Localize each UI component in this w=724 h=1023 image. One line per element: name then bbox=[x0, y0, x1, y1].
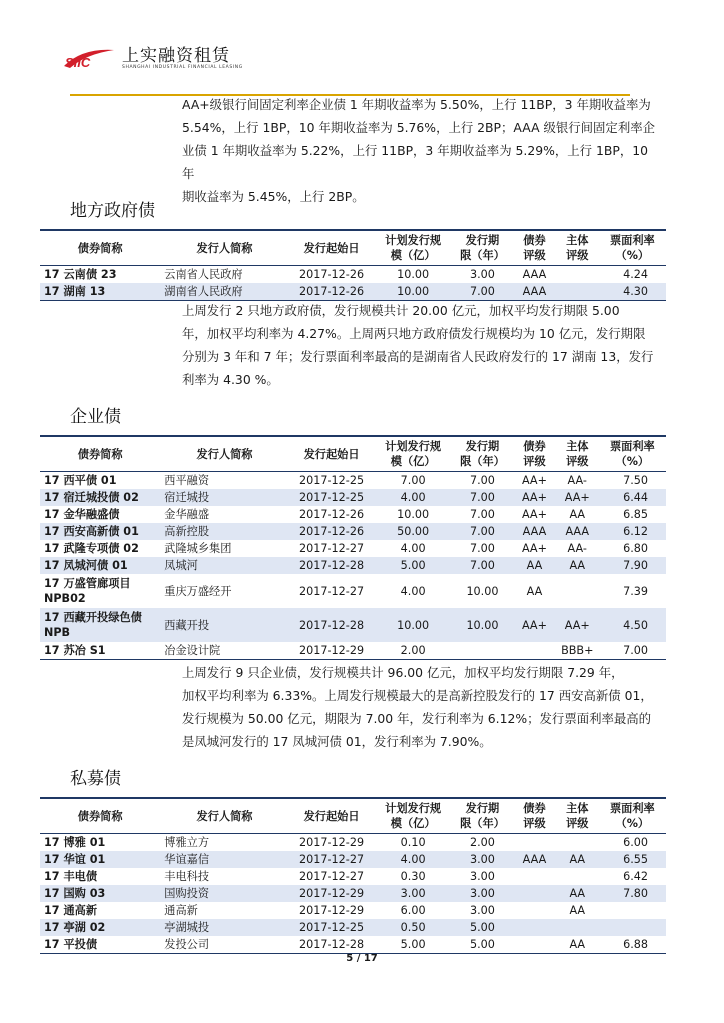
table-cell: 6.88 bbox=[623, 938, 648, 951]
table-row bbox=[40, 642, 666, 660]
column-header-text: 票面利率 bbox=[609, 234, 655, 247]
table-cell: 7.00 bbox=[452, 523, 513, 540]
table-cell bbox=[599, 902, 666, 919]
column-header bbox=[452, 798, 513, 834]
table-cell: AA- bbox=[567, 542, 587, 555]
table-cell: 2017-12-29 bbox=[289, 885, 375, 902]
table-row bbox=[40, 868, 666, 885]
column-header-text: 发行起始日 bbox=[303, 241, 360, 255]
table-cell: AA bbox=[569, 508, 586, 521]
column-header bbox=[452, 230, 513, 266]
table-cell: 2017-12-29 bbox=[299, 836, 365, 849]
column-header-text: 主体 bbox=[566, 802, 589, 815]
table-cell: 6.80 bbox=[623, 542, 648, 555]
table-cell: 0.10 bbox=[400, 836, 426, 849]
table-cell bbox=[513, 642, 556, 660]
table-row bbox=[40, 472, 666, 490]
table-cell: 10.00 bbox=[466, 584, 499, 598]
table-cell: 17 万盛管廊项目 NPB02 bbox=[44, 577, 131, 605]
table-cell: 7.80 bbox=[599, 885, 666, 902]
table-cell: 2017-12-28 bbox=[289, 557, 375, 574]
column-header-text: 评级 bbox=[523, 455, 546, 468]
table-cell: AA+ bbox=[556, 489, 599, 506]
table-cell: 2017-12-27 bbox=[299, 584, 365, 598]
table-row bbox=[40, 523, 666, 540]
private-bond-table bbox=[40, 797, 666, 954]
table-cell: 5.00 bbox=[452, 919, 513, 936]
table-cell: 2017-12-25 bbox=[289, 489, 375, 506]
table-cell: 10.00 bbox=[374, 608, 451, 642]
table-cell: 2017-12-26 bbox=[299, 268, 365, 281]
column-header bbox=[160, 798, 288, 834]
table-cell: 6.55 bbox=[599, 851, 666, 868]
column-header-text: 计划发行规 bbox=[385, 234, 442, 247]
column-header-text: 发行期 bbox=[465, 234, 500, 247]
table-cell: 4.00 bbox=[374, 489, 451, 506]
table-cell: 西平融资 bbox=[164, 474, 210, 487]
column-header-text: （%） bbox=[615, 817, 650, 830]
table-cell: 10.00 bbox=[397, 508, 430, 521]
table-cell: 7.00 bbox=[452, 283, 513, 301]
column-header-text: 评级 bbox=[566, 817, 589, 830]
column-header bbox=[289, 436, 375, 472]
table-cell: 7.00 bbox=[470, 508, 495, 521]
table-cell: 7.00 bbox=[452, 489, 513, 506]
column-header-text: 模（亿） bbox=[390, 455, 436, 468]
siic-logo-mark bbox=[62, 46, 116, 72]
table-cell: AA- bbox=[567, 474, 587, 487]
column-header bbox=[513, 436, 556, 472]
table-cell bbox=[513, 919, 556, 936]
table-cell: 4.50 bbox=[599, 608, 666, 642]
company-name-en: SHANGHAI INDUSTRIAL FINANCIAL LEASING bbox=[122, 65, 243, 70]
table-cell: 17 西安高新债 01 bbox=[40, 523, 160, 540]
column-header-text: 债券简称 bbox=[77, 809, 123, 823]
column-header-text: 计划发行规 bbox=[385, 440, 442, 453]
column-header-text: 发行起始日 bbox=[303, 447, 360, 461]
table-cell: 2.00 bbox=[400, 644, 426, 657]
table-cell: 3.00 bbox=[470, 268, 495, 281]
table-cell: 2017-12-29 bbox=[299, 644, 365, 657]
table-cell: 7.50 bbox=[623, 474, 648, 487]
column-header-text: 评级 bbox=[523, 817, 546, 830]
table-cell: 4.00 bbox=[374, 851, 451, 868]
table-cell: AA bbox=[526, 584, 543, 598]
table-cell: 4.30 bbox=[599, 283, 666, 301]
column-header bbox=[160, 436, 288, 472]
table-cell: 17 金华融盛债 bbox=[44, 508, 120, 521]
column-header-text: 发行人简称 bbox=[196, 447, 253, 461]
table-cell: 17 苏冶 S1 bbox=[44, 644, 106, 657]
table-cell bbox=[513, 868, 556, 885]
table-cell: AA+ bbox=[521, 508, 547, 521]
company-name-cn: 上实融资租赁 bbox=[122, 46, 230, 66]
table-cell: 17 博雅 01 bbox=[44, 836, 106, 849]
table-cell: AA+ bbox=[513, 489, 556, 506]
table-cell: AA+ bbox=[513, 608, 556, 642]
column-header-text: 主体 bbox=[566, 440, 589, 453]
table-cell: 7.00 bbox=[400, 474, 426, 487]
table-row bbox=[40, 885, 666, 902]
table-cell: AA bbox=[569, 938, 586, 951]
table-cell: AA bbox=[569, 904, 586, 917]
table-cell: AAA bbox=[556, 523, 599, 540]
table-cell bbox=[513, 885, 556, 902]
column-header bbox=[513, 798, 556, 834]
table-cell bbox=[599, 919, 666, 936]
table-cell bbox=[556, 574, 599, 608]
table-cell: 重庆万盛经开 bbox=[164, 584, 232, 598]
page-number: 5 / 17 bbox=[346, 953, 378, 964]
table-cell: AAA bbox=[522, 268, 547, 281]
table-cell: 6.42 bbox=[623, 870, 648, 883]
column-header bbox=[374, 230, 451, 266]
table-cell: 17 云南债 23 bbox=[44, 268, 117, 281]
table-cell: 10.00 bbox=[452, 608, 513, 642]
table-row bbox=[40, 851, 666, 868]
column-header bbox=[40, 798, 160, 834]
table-cell: AA bbox=[556, 885, 599, 902]
table-cell: 6.00 bbox=[400, 904, 426, 917]
column-header-text: （%） bbox=[615, 249, 650, 262]
column-header bbox=[40, 230, 160, 266]
column-header bbox=[452, 436, 513, 472]
table-cell: AA bbox=[556, 851, 599, 868]
table-header-row bbox=[40, 230, 666, 266]
table-cell: 4.24 bbox=[623, 268, 648, 281]
table-row bbox=[40, 574, 666, 608]
table-header-row bbox=[40, 798, 666, 834]
column-header bbox=[556, 436, 599, 472]
table-cell: 17 湖南 13 bbox=[40, 283, 160, 301]
table-cell: 10.00 bbox=[374, 283, 451, 301]
column-header bbox=[599, 230, 666, 266]
column-header-text: 发行期 bbox=[465, 802, 500, 815]
column-header-text: 债券 bbox=[523, 802, 546, 815]
table-cell: 4.00 bbox=[400, 542, 426, 555]
table-cell: BBB+ bbox=[561, 644, 594, 657]
column-header-text: 债券简称 bbox=[77, 447, 123, 461]
corporate-summary: 上周发行 9 只企业债，发行规模共计 96.00 亿元，加权平均发行期限 7.29 年， 加权平均利率为 6.33%。上周发行规模最大的是高新控股发行的 17 西安高新债 01， 发行规模为 50.00 亿元，期限为 7.00 年，发行利率为 6.12%；发行票面利率最高的 是凤城河发行的 17 凤城河债 01，发行利率为 7.90%。 bbox=[182, 665, 653, 749]
table-cell: 2017-12-28 bbox=[289, 608, 375, 642]
table-cell: 17 华谊 01 bbox=[40, 851, 160, 868]
table-cell: 17 西藏开投绿色债 NPB bbox=[40, 608, 160, 642]
table-cell: 6.85 bbox=[623, 508, 648, 521]
column-header-text: 限（年） bbox=[460, 455, 505, 468]
section-title-private: 私募债 bbox=[70, 769, 121, 789]
column-header-text: （%） bbox=[615, 455, 650, 468]
table-cell: 7.00 bbox=[470, 474, 495, 487]
column-header-text: 评级 bbox=[523, 249, 546, 262]
table-cell: 17 凤城河债 01 bbox=[40, 557, 160, 574]
table-cell: AA+ bbox=[556, 608, 599, 642]
column-header bbox=[289, 230, 375, 266]
table-row bbox=[40, 506, 666, 523]
table-cell: AA bbox=[513, 557, 556, 574]
table-cell: 宿迁城投 bbox=[160, 489, 288, 506]
table-cell: 17 平投债 bbox=[44, 938, 98, 951]
column-header bbox=[374, 436, 451, 472]
section-title-corporate: 企业债 bbox=[70, 407, 121, 427]
column-header-text: 票面利率 bbox=[609, 440, 655, 453]
column-header bbox=[40, 436, 160, 472]
table-cell: 6.12 bbox=[599, 523, 666, 540]
table-cell bbox=[452, 642, 513, 660]
table-row bbox=[40, 557, 666, 574]
table-cell: AAA bbox=[513, 523, 556, 540]
column-header-text: 限（年） bbox=[460, 817, 505, 830]
table-header-row bbox=[40, 436, 666, 472]
column-header-text: 评级 bbox=[566, 249, 589, 262]
table-row bbox=[40, 608, 666, 642]
table-cell: 7.00 bbox=[452, 557, 513, 574]
table-cell: AA+ bbox=[521, 542, 547, 555]
table-cell: 2.00 bbox=[470, 836, 495, 849]
column-header-text: 发行起始日 bbox=[303, 809, 360, 823]
column-header bbox=[374, 798, 451, 834]
table-row bbox=[40, 540, 666, 557]
table-cell: 17 武隆专项债 02 bbox=[44, 542, 139, 555]
table-cell: 2017-12-27 bbox=[299, 542, 365, 555]
corporate-bond-table bbox=[40, 435, 666, 660]
table-cell: 发投公司 bbox=[164, 938, 210, 951]
column-header-text: 模（亿） bbox=[390, 817, 436, 830]
table-cell: 6.00 bbox=[623, 836, 648, 849]
column-header bbox=[289, 798, 375, 834]
table-cell: 国购投资 bbox=[160, 885, 288, 902]
column-header bbox=[599, 798, 666, 834]
table-cell: 3.00 bbox=[452, 885, 513, 902]
table-row bbox=[40, 902, 666, 919]
table-cell: 湖南省人民政府 bbox=[160, 283, 288, 301]
table-cell: AAA bbox=[513, 851, 556, 868]
column-header-text: 债券简称 bbox=[77, 241, 123, 255]
table-cell: 6.44 bbox=[599, 489, 666, 506]
table-cell: 通高新 bbox=[164, 904, 198, 917]
company-logo bbox=[62, 46, 243, 72]
table-cell: AAA bbox=[513, 283, 556, 301]
table-cell: 2017-12-28 bbox=[299, 938, 365, 951]
table-cell bbox=[556, 868, 599, 885]
table-cell: 5.00 bbox=[470, 938, 495, 951]
table-cell: 博雅立方 bbox=[164, 836, 210, 849]
column-header-text: 债券 bbox=[523, 234, 546, 247]
column-header bbox=[556, 798, 599, 834]
table-cell: 2017-12-25 bbox=[289, 919, 375, 936]
table-cell: AA+ bbox=[521, 474, 547, 487]
table-cell: 17 亭湖 02 bbox=[40, 919, 160, 936]
table-cell: 17 丰电债 bbox=[44, 870, 98, 883]
table-cell: 金华融盛 bbox=[164, 508, 210, 521]
table-cell: 7.90 bbox=[599, 557, 666, 574]
logo-mark-text: SIIC bbox=[65, 55, 91, 70]
intro-paragraph: AA+级银行间固定利率企业债 1 年期收益率为 5.50%，上行 11BP，3 年期收益率为 5.54%，上行 1BP，10 年期收益率为 5.76%，上行 2BP；AAA 级银行间固定利率企 业债 1 年期收益率为 5.22%，上行 11BP，3 年期收益率为 5.29%，上行 1BP，10 年 期收益率为 5.45%，上行 2BP。 bbox=[182, 97, 655, 204]
table-cell: 2017-12-26 bbox=[289, 523, 375, 540]
table-cell bbox=[556, 834, 599, 852]
column-header-text: 限（年） bbox=[460, 249, 505, 262]
table-cell: 2017-12-29 bbox=[299, 904, 365, 917]
table-cell: 武隆城乡集团 bbox=[164, 542, 232, 555]
table-cell: 50.00 bbox=[374, 523, 451, 540]
table-cell: AA bbox=[556, 557, 599, 574]
table-cell: 17 宿迁城投债 02 bbox=[40, 489, 160, 506]
column-header-text: 发行期 bbox=[465, 440, 500, 453]
table-cell: 高新控股 bbox=[160, 523, 288, 540]
section-title-local-gov: 地方政府债 bbox=[70, 201, 155, 221]
column-header-text: 发行人简称 bbox=[196, 809, 253, 823]
table-row bbox=[40, 936, 666, 954]
table-cell bbox=[556, 283, 599, 301]
table-cell: 3.00 bbox=[374, 885, 451, 902]
table-cell: 云南省人民政府 bbox=[164, 268, 243, 281]
table-cell bbox=[513, 902, 556, 919]
table-cell: 冶金设计院 bbox=[164, 644, 221, 657]
table-cell: 3.00 bbox=[470, 904, 495, 917]
column-header bbox=[513, 230, 556, 266]
table-row bbox=[40, 266, 666, 284]
column-header-text: 债券 bbox=[523, 440, 546, 453]
table-cell bbox=[556, 266, 599, 284]
table-cell: 2017-12-27 bbox=[289, 851, 375, 868]
table-cell: 3.00 bbox=[470, 870, 495, 883]
table-cell: 7.00 bbox=[470, 542, 495, 555]
table-cell: 5.00 bbox=[400, 938, 426, 951]
table-row bbox=[40, 283, 666, 301]
column-header-text: 主体 bbox=[566, 234, 589, 247]
table-cell: 2017-12-27 bbox=[299, 870, 365, 883]
table-cell: 7.39 bbox=[623, 584, 648, 598]
table-cell: 丰电科技 bbox=[164, 870, 210, 883]
column-header-text: 计划发行规 bbox=[385, 802, 442, 815]
table-cell: 7.00 bbox=[623, 644, 648, 657]
table-row bbox=[40, 489, 666, 506]
column-header-text: 票面利率 bbox=[609, 802, 655, 815]
table-cell bbox=[556, 919, 599, 936]
table-cell bbox=[513, 936, 556, 954]
table-cell: 10.00 bbox=[397, 268, 430, 281]
local-gov-bond-table bbox=[40, 229, 666, 301]
table-cell: 2017-12-26 bbox=[289, 283, 375, 301]
column-header bbox=[160, 230, 288, 266]
table-cell: 华谊嘉信 bbox=[160, 851, 288, 868]
table-cell: 4.00 bbox=[400, 584, 426, 598]
local-gov-summary: 上周发行 2 只地方政府债，发行规模共计 20.00 亿元，加权平均发行期限 5.00 年，加权平均利率为 4.27%。上周两只地方政府债发行规模均为 10 亿元，发行期限 分别为 3 年和 7 年；发行票面利率最高的是湖南省人民政府发行的 17 湖南 13，发行 利率为 4.30 %。 bbox=[182, 303, 654, 387]
column-header bbox=[599, 436, 666, 472]
table-cell: 17 国购 03 bbox=[40, 885, 160, 902]
table-cell: 0.50 bbox=[374, 919, 451, 936]
table-cell: 凤城河 bbox=[160, 557, 288, 574]
table-row bbox=[40, 834, 666, 852]
table-cell: 2017-12-26 bbox=[299, 508, 365, 521]
column-header-text: 模（亿） bbox=[390, 249, 436, 262]
table-cell: 2017-12-25 bbox=[299, 474, 365, 487]
table-cell: 17 西平债 01 bbox=[44, 474, 117, 487]
table-cell: 0.30 bbox=[400, 870, 426, 883]
column-header-text: 评级 bbox=[566, 455, 589, 468]
table-row bbox=[40, 919, 666, 936]
column-header bbox=[556, 230, 599, 266]
table-cell bbox=[513, 834, 556, 852]
table-cell: 西藏开投 bbox=[160, 608, 288, 642]
table-cell: 亭湖城投 bbox=[160, 919, 288, 936]
table-cell: 3.00 bbox=[452, 851, 513, 868]
table-cell: 5.00 bbox=[374, 557, 451, 574]
table-cell: 17 通高新 bbox=[44, 904, 98, 917]
column-header-text: 发行人简称 bbox=[196, 241, 253, 255]
